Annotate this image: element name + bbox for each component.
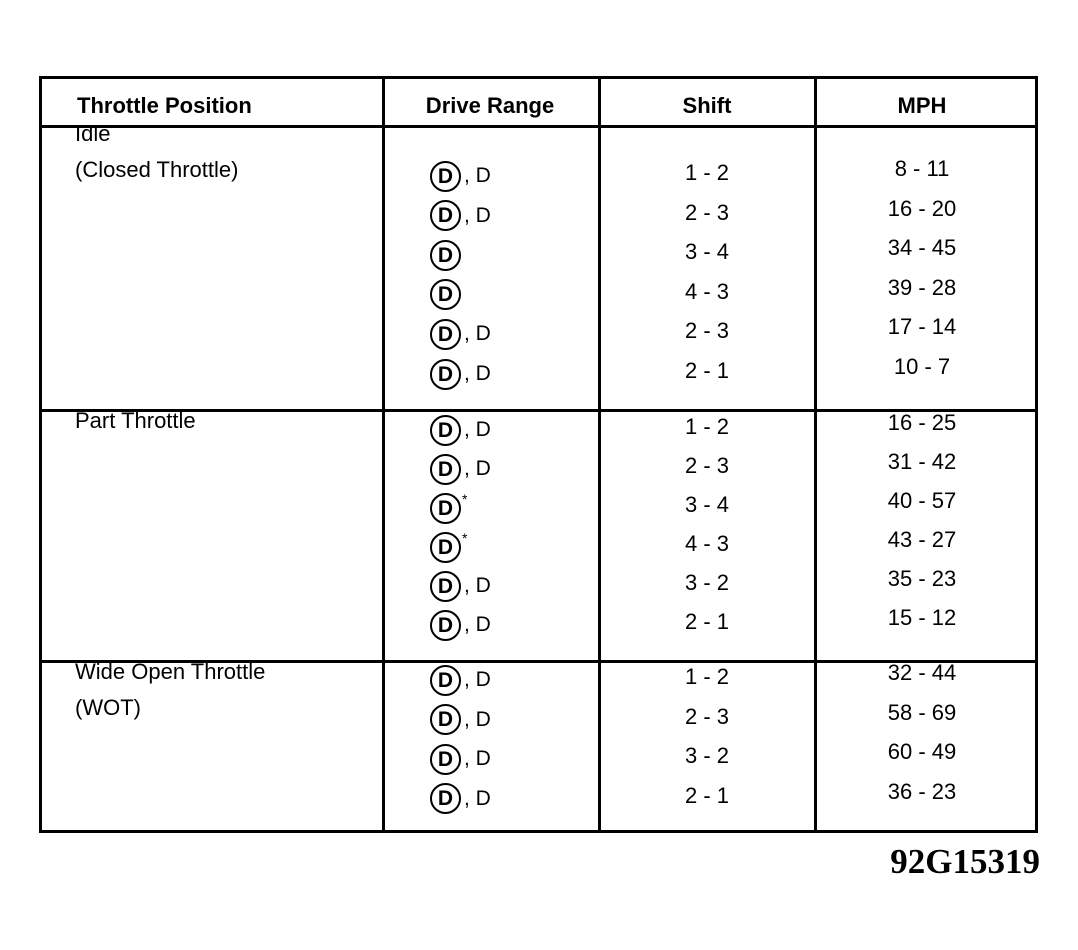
shift-cell: 2 - 1 (684, 782, 730, 808)
circled-d-symbol: D (430, 161, 461, 192)
drive-range-suffix: , D (464, 747, 491, 770)
circled-d-symbol: D (430, 415, 461, 446)
circled-d-symbol: D (430, 571, 461, 602)
shift-cell: 3 - 2 (684, 570, 730, 595)
drive-range-cell (430, 237, 461, 273)
header-divider (42, 125, 1035, 128)
mph-cell: 31 - 42 (887, 449, 957, 474)
mph-cell: 43 - 27 (887, 527, 957, 552)
drive-range-suffix: , D (464, 203, 491, 227)
throttle-position-label: Idle (75, 121, 111, 146)
circled-d-symbol: D (430, 454, 461, 485)
drive-range-cell (430, 781, 491, 817)
shift-cell: 3 - 2 (684, 743, 730, 768)
mph-cell: 36 - 23 (887, 778, 957, 804)
circled-d-symbol: D (430, 493, 461, 524)
drive-range-suffix: , D (464, 707, 491, 731)
shift-cell: 2 - 3 (684, 703, 730, 729)
circled-d-symbol: D (430, 704, 461, 735)
drive-range-suffix: , D (464, 613, 491, 636)
figure-id: 92G15319 (890, 842, 1040, 881)
throttle-position-label: Part Throttle (75, 408, 196, 433)
drive-range-cell (430, 356, 491, 392)
mph-cell: 17 - 14 (887, 314, 957, 340)
drive-range-cell (430, 451, 491, 487)
drive-range-cell (430, 158, 491, 194)
drive-range-cell (430, 702, 491, 738)
circled-d-symbol: D (430, 240, 461, 271)
mph-cell: 16 - 20 (887, 195, 957, 221)
mph-cell: 16 - 25 (887, 410, 957, 435)
drive-range-cell (430, 198, 491, 234)
drive-range-cell (430, 316, 491, 352)
drive-range-cell (430, 568, 491, 604)
mph-cell: 35 - 23 (887, 566, 957, 591)
drive-range-suffix: , D (464, 322, 491, 346)
mph-cell: 15 - 12 (887, 605, 957, 630)
shift-cell: 1 - 2 (684, 414, 730, 439)
drive-range-cell (430, 412, 491, 448)
shift-cell: 3 - 4 (684, 492, 730, 517)
drive-range-suffix: , D (464, 668, 491, 691)
header-shift: Shift (682, 93, 732, 118)
column-divider (382, 79, 385, 830)
drive-range-suffix: , D (464, 418, 491, 441)
throttle-position-label: (Closed Throttle) (75, 157, 239, 182)
circled-d-symbol: D (430, 319, 461, 350)
mph-cell: 40 - 57 (887, 488, 957, 513)
drive-range-cell (430, 277, 461, 313)
drive-range-suffix: , D (464, 786, 491, 810)
drive-range-suffix: , D (464, 457, 491, 480)
shift-cell: 4 - 3 (684, 531, 730, 556)
shift-cell: 2 - 3 (684, 199, 730, 225)
header-throttle-position: Throttle Position (77, 93, 252, 118)
circled-d-symbol: D (430, 665, 461, 696)
shift-cell: 2 - 1 (684, 358, 730, 383)
header-mph: MPH (897, 93, 947, 118)
column-divider (814, 79, 817, 830)
shift-speed-table (39, 76, 1038, 833)
shift-cell: 3 - 4 (684, 239, 730, 265)
circled-d-symbol: D (430, 783, 461, 814)
mph-cell: 34 - 45 (887, 235, 957, 261)
asterisk-mark: * (462, 530, 468, 546)
drive-range-cell (430, 490, 467, 526)
drive-range-cell (430, 741, 491, 777)
throttle-position-label: Wide Open Throttle (75, 659, 266, 684)
circled-d-symbol: D (430, 279, 461, 310)
drive-range-cell (430, 607, 491, 643)
throttle-position-label: (WOT) (75, 695, 141, 720)
drive-range-cell (430, 529, 467, 565)
circled-d-symbol: D (430, 200, 461, 231)
asterisk-mark: * (462, 491, 468, 507)
circled-d-symbol: D (430, 744, 461, 775)
drive-range-suffix: , D (464, 362, 491, 385)
column-divider (598, 79, 601, 830)
shift-cell: 1 - 2 (684, 664, 730, 689)
circled-d-symbol: D (430, 610, 461, 641)
circled-d-symbol: D (430, 532, 461, 563)
mph-cell: 58 - 69 (887, 699, 957, 725)
header-drive-range: Drive Range (425, 93, 555, 118)
shift-cell: 2 - 1 (684, 609, 730, 634)
mph-cell: 39 - 28 (887, 274, 957, 300)
mph-cell: 32 - 44 (887, 660, 957, 685)
circled-d-symbol: D (430, 359, 461, 390)
shift-cell: 2 - 3 (684, 453, 730, 478)
mph-cell: 60 - 49 (887, 739, 957, 764)
drive-range-suffix: , D (464, 164, 491, 187)
shift-cell: 4 - 3 (684, 278, 730, 304)
drive-range-cell (430, 662, 491, 698)
drive-range-suffix: , D (464, 574, 491, 597)
mph-cell: 10 - 7 (893, 354, 951, 379)
mph-cell: 8 - 11 (894, 156, 950, 181)
shift-cell: 2 - 3 (684, 318, 730, 344)
shift-cell: 1 - 2 (684, 160, 730, 185)
